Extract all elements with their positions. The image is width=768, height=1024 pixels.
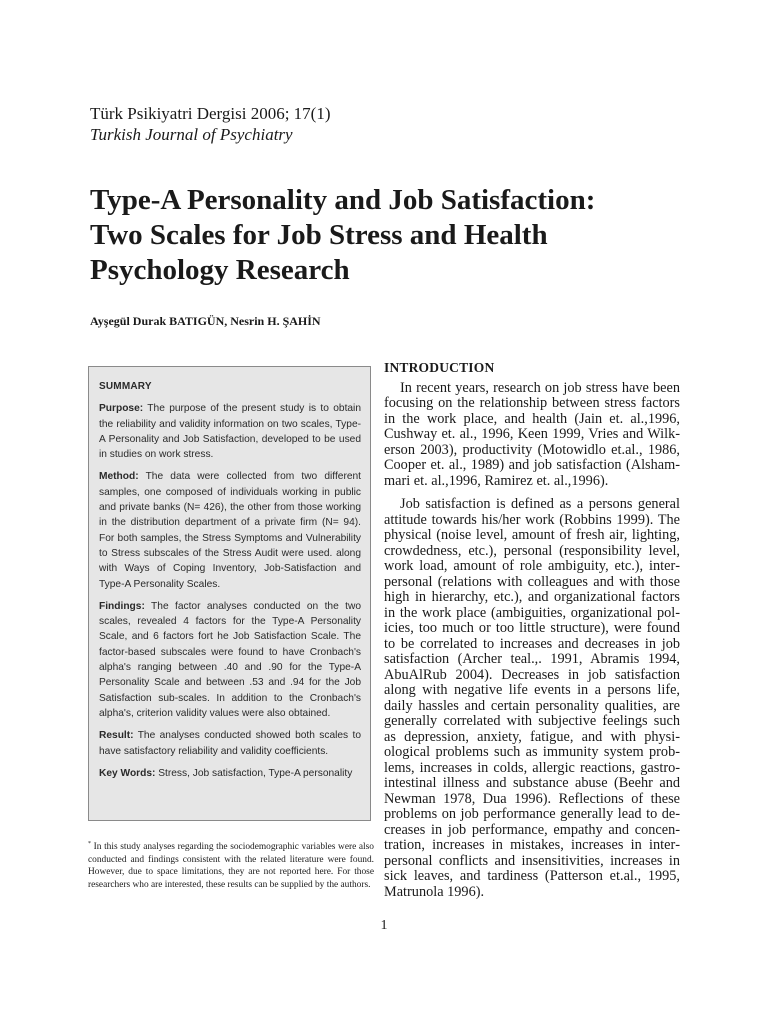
title-line-1: Type-A Personality and Job Satisfaction:	[90, 184, 596, 216]
author-list: Ayşegül Durak BATIGÜN, Nesrin H. ŞAHİN	[90, 314, 321, 328]
summary-result-text: The analyses conducted showed both scales to have satisfactory reliability and validity coefficients.	[99, 730, 361, 757]
footnote	[88, 838, 374, 892]
summary-heading: SUMMARY	[99, 381, 152, 392]
summary-purpose-label: Purpose:	[99, 403, 144, 415]
journal-name-english: Turkish Journal of Psychiatry	[90, 125, 293, 144]
footnote-text: In this study analyses regarding the sociodemographic variables were also conducted and findings consistent with the related literature were found. However, due to space limitations, they are not reported here. For those researchers who are interested, these results can be supplied by the authors.	[88, 842, 374, 890]
introduction-paragraph-1: In recent years, research on job stress have been focusing on the relationship between stress factors in the work place, and health (Jain et. al.,1996, Cushway et. al., 1996, Keen 1999, Vries and Wilkerson 2003), productivity (Motowidlo et.al., 1986, Cooper et. al., 1989) and job satisfaction (Alshammari et. al.,1996, Ramirez et. al.,1996).	[384, 379, 680, 489]
title-line-2: Two Scales for Job Stress and Health	[90, 219, 548, 251]
introduction-heading: INTRODUCTION	[384, 360, 495, 375]
summary-findings-text: The factor analyses conducted on the two scales, revealed 4 factors for the Type-A Personality Scale, and 6 factors fort he Job Satisfaction Scale. The factor-based subscales were found to have Cronbach's alpha's ranging between .40 and .90 for the Type-A Personality Scale and between .53 and .94 for the Job Satisfaction sub-scales. In addition to the Cronbach's alpha's, criterion validity values were also obtained.	[99, 600, 361, 719]
introduction-paragraph-2: Job satisfaction is defined as a persons general attitude towards his/her work (Robbins 1999). The physical (noise level, amount of fresh air, lighting, crowdedness, etc.), personal (responsibility level, work load, amount of role ambiguity, etc.), interpersonal (relations with colleagues and with those high in hierarchy, etc.), and organizational factors in the work place (ambiguities, organizational policies, too much or too little structure), were found to be correlated to increases and decreases in job satisfaction (Archer teal.,. 1991, Abramis 1994, AbuAlRub 2004). Decreases in job satisfaction along with negative life events in a persons life, daily hassles and certain personality qualities, are generally correlated with subjective feelings such as depression, anxiety, fatigue, and with physiological problems such as immunity system problems, increases in colds, allergic reactions, gastrointestinal illness and substance abuse (Beehr and Newman 1978, Dua 1996). Reflections of these problems on job performance generally lead to decreases in job performance, empathy and concentration, increases in mistakes, increases in interpersonal conflicts and insensitivities, increases in sick leaves, and tardiness (Patterson et.al., 1995, Matrunola 1996).	[384, 496, 680, 900]
journal-header	[90, 103, 331, 145]
summary-findings	[99, 599, 361, 721]
summary-keywords-text: Stress, Job satisfaction, Type-A personality	[155, 767, 353, 779]
footnote-mark: *	[88, 841, 91, 847]
summary-result-label: Result:	[99, 730, 134, 742]
introduction-section	[384, 360, 680, 908]
article-title	[90, 183, 690, 288]
summary-result	[99, 728, 361, 759]
summary-keywords-label: Key Words:	[99, 767, 156, 779]
summary-method-label: Method:	[99, 471, 139, 483]
summary-method	[99, 469, 361, 591]
summary-findings-label: Findings:	[99, 600, 145, 612]
summary-box	[88, 366, 371, 821]
summary-purpose	[99, 401, 361, 462]
summary-keywords	[99, 766, 361, 781]
journal-name-turkish: Türk Psikiyatri Dergisi 2006; 17(1)	[90, 104, 331, 123]
summary-method-text: The data were collected from two different samples, one composed of individuals working in public and private banks (N= 426), the other from those working in the distribution department of a private firm (N= 94). For both samples, the Stress Symptoms and Vulnerability to Stress subscales of the Stress Audit were used. along with Ways of Coping Inventory, Job-Satisfaction and Type-A Personality Scales.	[99, 471, 361, 590]
page-number: 1	[380, 918, 388, 933]
summary-purpose-text: The purpose of the present study is to obtain the reliability and validity information on two scales, Type-A Personality and Job Satisfaction, developed to be used in studies on work stress.	[99, 403, 361, 461]
title-line-3: Psychology Research	[90, 254, 350, 286]
